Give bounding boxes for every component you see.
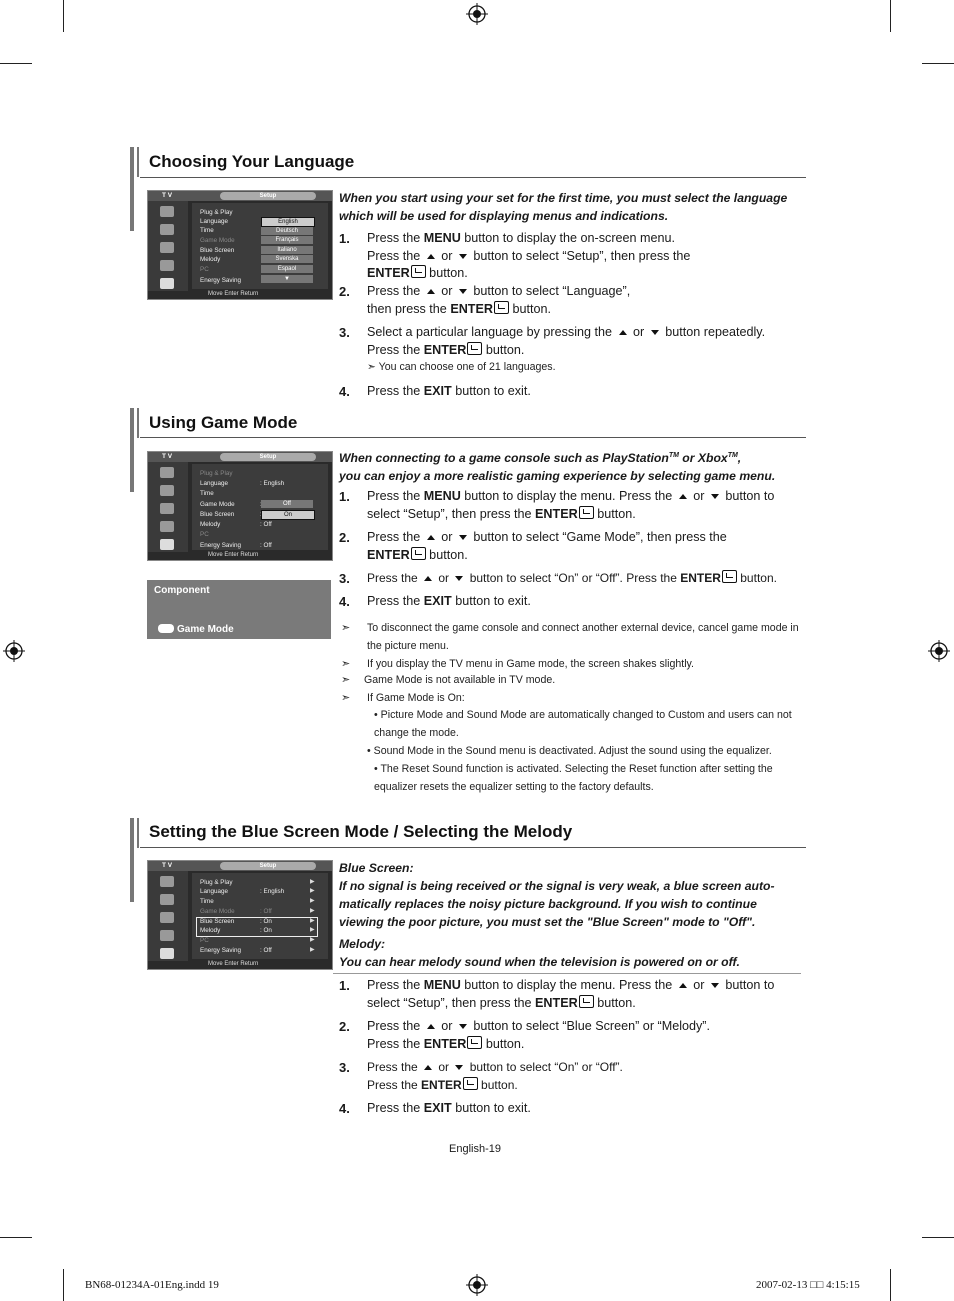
gamepad-icon	[158, 624, 174, 633]
game-bullet: • Sound Mode in the Sound menu is deactivated. Adjust the sound using the equalizer.	[367, 745, 772, 757]
language-intro: When you start using your set for the first time, you must select the language which will be used for displaying menus and indications.	[339, 191, 788, 223]
section-rule	[140, 847, 806, 848]
section-marker	[137, 408, 139, 438]
crop-mark	[890, 1269, 891, 1301]
melody-label: Melody:	[339, 937, 386, 951]
page-number: English-19	[449, 1143, 501, 1155]
blue-screen-label: Blue Screen:	[339, 861, 414, 875]
crop-mark	[63, 0, 64, 32]
game-mode-osd-screenshot: T V Setup Plug & Play Language Time Game Mode Blue Screen Melody PC Energy Saving : English : Off : Off Off On Move Enter Return	[147, 451, 333, 561]
intro-rule	[333, 973, 801, 974]
crop-mark	[890, 0, 891, 32]
language-osd-screenshot: T V Setup Plug & Play Language Time Game Mode Blue Screen Melody PC Energy Saving English Deutsch Français Italiano Svenska Espaol ▼ Move Enter Return	[147, 190, 333, 300]
language-note: ➣ You can choose one of 21 languages.	[367, 361, 556, 373]
crop-mark	[0, 63, 32, 64]
section-title: Using Game Mode	[149, 413, 298, 432]
crop-mark	[922, 63, 954, 64]
blue-screen-osd-screenshot: T V Setup Plug & Play Language Time Game Mode Blue Screen Melody PC Energy Saving : English : Off : On : On : Off ▶ ▶ ▶ ▶ ▶ ▶ ▶ ▶ Move Enter Return	[147, 860, 333, 970]
game-bullet: • Picture Mode and Sound Mode are automatically changed to Custom and users can not change the mode.	[374, 709, 792, 739]
blue-screen-text: If no signal is being received or the signal is very weak, a blue screen auto-matically replaces the noisy picture background. If you wish to continue viewing the poor picture, you must set the "Blue Screen" mode to "Off".	[339, 879, 775, 929]
section-marker	[137, 147, 139, 177]
section-title: Choosing Your Language	[149, 152, 355, 171]
registration-mark-icon	[928, 640, 950, 662]
game-intro: When connecting to a game console such as PlayStation™ or Xbox™, you can enjoy a more realistic gaming experience by selecting game menu.	[339, 451, 776, 484]
melody-text: You can hear melody sound when the television is powered on or off.	[339, 955, 740, 969]
crop-mark	[63, 1269, 64, 1301]
crop-mark	[922, 1237, 954, 1238]
section-marker	[130, 818, 134, 902]
section-title: Setting the Blue Screen Mode / Selecting the Melody	[149, 822, 573, 841]
section-marker	[130, 147, 134, 231]
section-marker	[130, 408, 134, 492]
footer-file: BN68-01234A-01Eng.indd 19	[85, 1279, 219, 1291]
crop-mark	[0, 1237, 32, 1238]
component-menu-screenshot: Component Game Mode	[147, 580, 331, 639]
footer-date: 2007-02-13 □□ 4:15:15	[756, 1279, 860, 1291]
game-bullet: • The Reset Sound function is activated. Selecting the Reset function after setting the equalizer resets the equalizer setting to the factory defaults.	[374, 763, 773, 793]
registration-mark-icon	[3, 640, 25, 662]
section-rule	[140, 177, 806, 178]
section-marker	[137, 818, 139, 848]
registration-mark-icon	[466, 3, 488, 25]
section-rule	[140, 437, 806, 438]
registration-mark-icon	[466, 1274, 488, 1296]
